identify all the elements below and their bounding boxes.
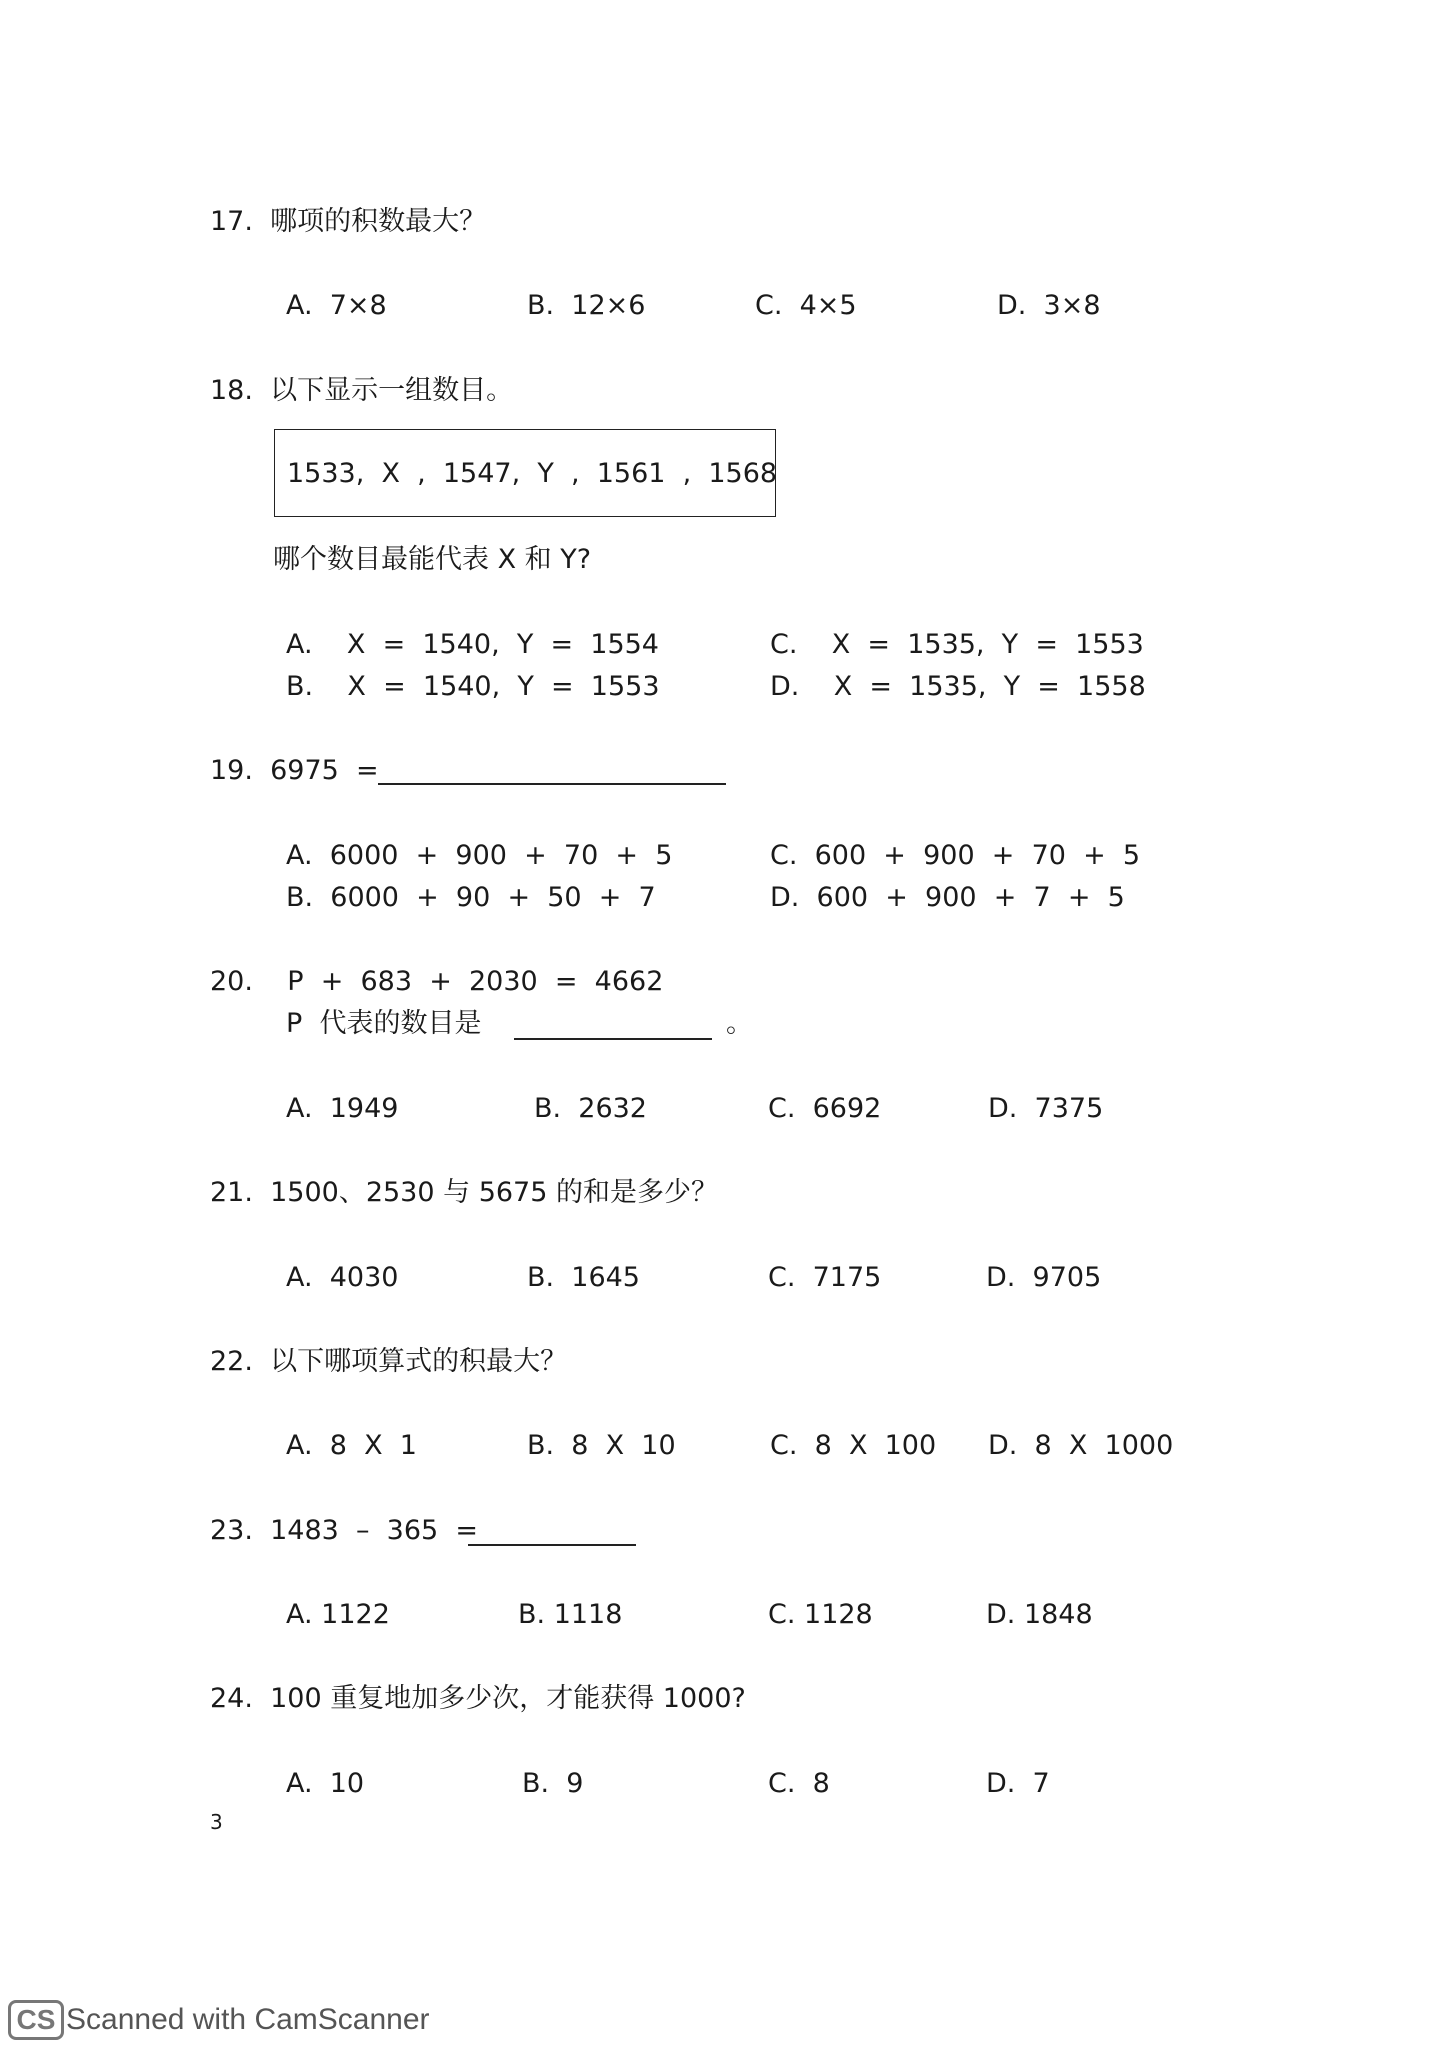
- question-24: 24. 100 重复地加多少次，才能获得 1000?: [210, 1683, 746, 1714]
- q24-option-d[interactable]: D. 7: [986, 1768, 1050, 1799]
- q23-option-c[interactable]: C. 1128: [768, 1599, 873, 1630]
- q21-option-d[interactable]: D. 9705: [986, 1262, 1102, 1293]
- answer-blank: [468, 1544, 636, 1546]
- q22-option-a[interactable]: A. 8 X 1: [286, 1430, 417, 1461]
- q17-option-b[interactable]: B. 12×6: [527, 290, 646, 321]
- q17-option-d[interactable]: D. 3×8: [997, 290, 1101, 321]
- watermark-text: Scanned with CamScanner: [66, 2003, 430, 2036]
- q20-option-a[interactable]: A. 1949: [286, 1093, 399, 1124]
- q24-option-b[interactable]: B. 9: [522, 1768, 584, 1799]
- q18-option-b[interactable]: B. X = 1540, Y = 1553: [286, 671, 660, 702]
- question-22: 22. 以下哪项算式的积最大？: [210, 1346, 568, 1377]
- q21-option-c[interactable]: C. 7175: [768, 1262, 882, 1293]
- q22-option-c[interactable]: C. 8 X 100: [770, 1430, 937, 1461]
- q20-question: P 代表的数目是: [286, 1008, 482, 1039]
- q19-option-c[interactable]: C. 600 + 900 + 70 + 5: [770, 840, 1141, 871]
- q21-option-b[interactable]: B. 1645: [527, 1262, 640, 1293]
- q20-option-d[interactable]: D. 7375: [988, 1093, 1104, 1124]
- page-number: 3: [210, 1810, 223, 1834]
- q24-option-a[interactable]: A. 10: [286, 1768, 365, 1799]
- q20-period: 。: [726, 1008, 753, 1039]
- q24-option-c[interactable]: C. 8: [768, 1768, 830, 1799]
- question-21: 21. 1500、2530 与 5675 的和是多少？: [210, 1177, 718, 1208]
- question-18: 18. 以下显示一组数目。: [210, 375, 514, 406]
- q21-option-a[interactable]: A. 4030: [286, 1262, 399, 1293]
- q17-option-a[interactable]: A. 7×8: [286, 290, 387, 321]
- camscanner-logo-icon: CS: [8, 2000, 64, 2040]
- q19-option-a[interactable]: A. 6000 + 900 + 70 + 5: [286, 840, 673, 871]
- number-sequence: 1533, X , 1547, Y , 1561 , 1568: [287, 458, 778, 489]
- q23-option-d[interactable]: D. 1848: [986, 1599, 1093, 1630]
- question-23: 23. 1483 – 365 =: [210, 1515, 478, 1546]
- q17-option-c[interactable]: C. 4×5: [755, 290, 857, 321]
- q23-option-b[interactable]: B. 1118: [518, 1599, 623, 1630]
- question-20: 20. P + 683 + 2030 = 4662: [210, 966, 664, 997]
- q19-option-d[interactable]: D. 600 + 900 + 7 + 5: [770, 882, 1125, 913]
- camscanner-watermark: [8, 2000, 430, 2040]
- question-17: 17. 哪项的积数最大？: [210, 206, 487, 237]
- q18-question: 哪个数目最能代表 X 和 Y?: [273, 544, 592, 575]
- q18-option-a[interactable]: A. X = 1540, Y = 1554: [286, 629, 659, 660]
- q18-option-d[interactable]: D. X = 1535, Y = 1558: [770, 671, 1146, 702]
- answer-blank: [378, 783, 726, 785]
- number-sequence-box: [274, 429, 776, 517]
- answer-blank: [514, 1038, 712, 1040]
- q19-option-b[interactable]: B. 6000 + 90 + 50 + 7: [286, 882, 656, 913]
- q22-option-d[interactable]: D. 8 X 1000: [988, 1430, 1174, 1461]
- q18-option-c[interactable]: C. X = 1535, Y = 1553: [770, 629, 1144, 660]
- q23-option-a[interactable]: A. 1122: [286, 1599, 390, 1630]
- q20-option-b[interactable]: B. 2632: [534, 1093, 647, 1124]
- q20-option-c[interactable]: C. 6692: [768, 1093, 882, 1124]
- q22-option-b[interactable]: B. 8 X 10: [527, 1430, 676, 1461]
- question-19: 19. 6975 =: [210, 755, 379, 786]
